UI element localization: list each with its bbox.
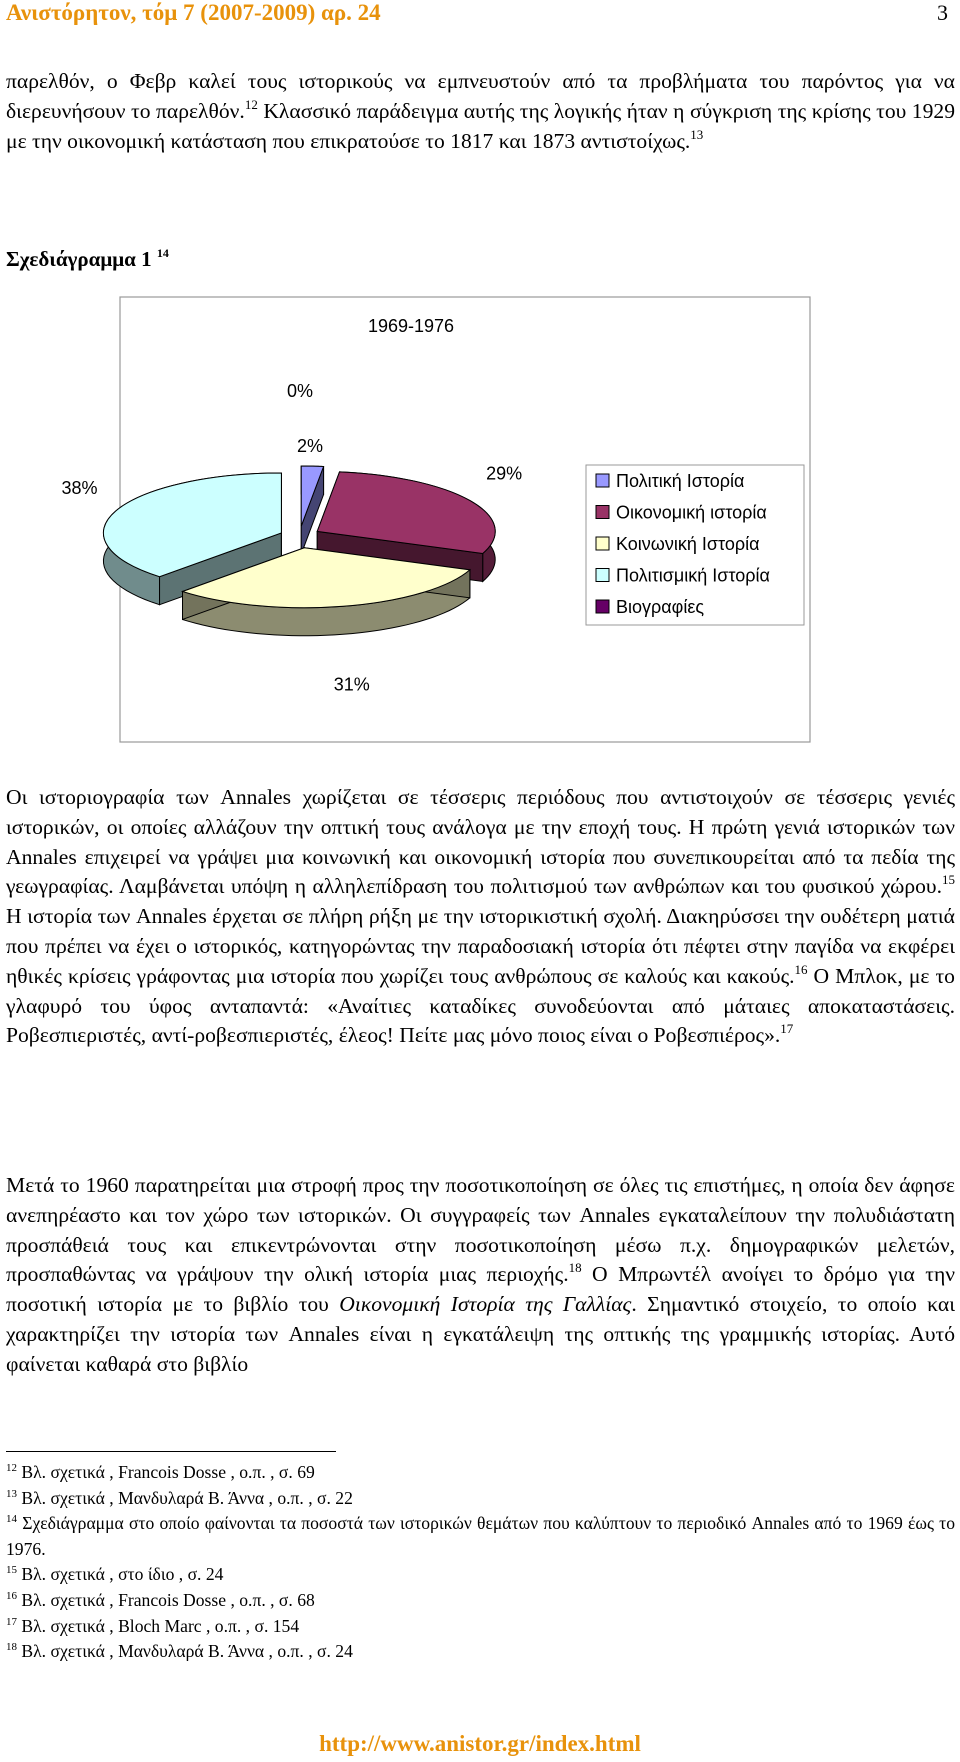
footnote-ref-13[interactable]: 13 bbox=[690, 126, 704, 142]
footnote-14 bbox=[6, 1511, 955, 1562]
footnote-ref-18[interactable]: 18 bbox=[568, 1260, 582, 1276]
pie-data-label-3: 38% bbox=[61, 478, 98, 499]
footnote-ref-15[interactable]: 15 bbox=[942, 872, 955, 888]
body-text-b: Η ιστορία των Annales έρχεται σε πλήρη ρήξη με την ιστορικιστική σχολή. Διακηρύσσει την ουδέτερη ματιά που πρέπει να έχει ο ιστορικός, κατηγορώντας την παραδοσιακή ιστορία ότι πέφτει στην παγίδα να εκφέρει ηθικές κρίσεις γράφοντας μια ιστορία που χωρίζει τους ανθρώπους σε καλούς και κακούς. bbox=[6, 904, 955, 988]
footnote-text: Βλ. σχετικά , Francois Dosse , ο.π. , σ. 69 bbox=[17, 1462, 315, 1482]
legend-swatch-4 bbox=[596, 600, 609, 613]
footnote-number: 17 bbox=[6, 1615, 17, 1628]
footnote-17 bbox=[6, 1614, 955, 1640]
footnotes bbox=[6, 1460, 955, 1665]
legend-label-1: Οικονομική ιστορία bbox=[616, 502, 767, 523]
footnote-text: Βλ. σχετικά , στο ίδιο , σ. 24 bbox=[17, 1564, 224, 1585]
body-text-f: . Σημαντικό στοιχείο, το οποίο και χαρακτηρίζει την ιστορία των Annales είναι η εγκατάλειψη της οπτικής της γραμμικής ιστορίας. Αυτό φαίνεται καθαρά στο βιβλίο bbox=[6, 1292, 955, 1376]
footer-url bbox=[0, 1731, 960, 1757]
footnote-ref-17[interactable]: 17 bbox=[780, 1021, 794, 1037]
legend-label-0: Πολιτική Ιστορία bbox=[616, 471, 745, 491]
footnote-number: 14 bbox=[6, 1513, 17, 1526]
page-number: 3 bbox=[937, 0, 948, 25]
footnote-12 bbox=[6, 1460, 955, 1486]
footnote-separator bbox=[6, 1451, 336, 1452]
body-paragraph-2 bbox=[6, 1171, 955, 1380]
intro-text-2: Κλασσικό παράδειγμα αυτής της λογικής ήταν η σύγκριση της κρίσης του 1929 με την οικονομική κατάσταση που επικρατούσε το 1817 και 1873 αντιστοίχως. bbox=[6, 98, 955, 153]
legend-label-2: Κοινωνική Ιστορία bbox=[616, 534, 760, 554]
footnote-13 bbox=[6, 1486, 955, 1512]
footnote-15 bbox=[6, 1562, 955, 1588]
body-text-a: Οι ιστοριογραφία των Annales χωρίζεται σε τέσσερις περιόδους που αντιστοιχούν σε τέσσερις γενιές ιστορικών, οι οποίες αλλάζουν την οπτική τους ανάλογα με την εποχή τους. Η πρώτη γενιά ιστορικών των Annales επιχειρεί να γράψει μια κοινωνική και οικονομική ιστορία που συνεπικουρείται από τα πεδία της γεωγραφίας. Λαμβάνεται υπόψη η αλληλεπίδραση του πολιτισμού των ανθρώπων και του φυσικού χώρου. bbox=[6, 785, 955, 899]
body-text-e: Ο Μπρωντέλ ανοίγει το δρόμο για την ποσοτική ιστορία με το βιβλίο του bbox=[6, 1262, 955, 1317]
footnote-number: 12 bbox=[6, 1462, 17, 1474]
footnote-number: 15 bbox=[6, 1564, 17, 1577]
book-title: Οικονομική Ιστορία της Γαλλίας bbox=[339, 1292, 632, 1317]
legend-swatch-2 bbox=[596, 537, 609, 550]
legend-label-4: Βιογραφίες bbox=[616, 597, 705, 617]
footnote-text: Βλ. σχετικά , Bloch Marc , ο.π. , σ. 154 bbox=[17, 1615, 300, 1636]
footnote-16 bbox=[6, 1588, 955, 1614]
intro-text-1: παρελθόν, ο Φεβρ καλεί τους ιστορικούς να εμπνευστούν από τα προβλήματα του παρόντος για να διερευνήσουν το παρελθόν. bbox=[6, 69, 955, 123]
legend-swatch-0 bbox=[596, 474, 609, 487]
journal-header-title: Ανιστόρητον, τόμ 7 (2007-2009) αρ. 24 bbox=[6, 0, 381, 25]
site-link[interactable]: http://www.anistor.gr/index.html bbox=[319, 1731, 641, 1756]
pie-data-label-0: 2% bbox=[296, 436, 324, 456]
footnote-ref-12[interactable]: 12 bbox=[244, 96, 258, 112]
footnote-number: 18 bbox=[6, 1641, 17, 1654]
pie-data-label-4: 0% bbox=[286, 381, 314, 401]
chart-title: 1969-1976 bbox=[367, 316, 455, 336]
legend-swatch-1 bbox=[596, 506, 609, 519]
legend-label-3: Πολιτισμική Ιστορία bbox=[616, 565, 770, 586]
pie-data-label-1: 29% bbox=[486, 463, 523, 484]
pie-data-label-2: 31% bbox=[333, 674, 370, 695]
footnote-text: Βλ. σχετικά , Μανδυλαρά Β. Άννα , ο.π. , σ. 24 bbox=[17, 1641, 353, 1662]
legend-swatch-3 bbox=[596, 569, 609, 582]
footnote-ref-16[interactable]: 16 bbox=[794, 961, 808, 977]
body-text-c: Ο Μπλοκ, με το γλαφυρό του ύφος ανταπαντά: «Αναίτιες καταδίκες συνοδεύονται από μάταιες αποκαταστάσεις. Ροβεσπιεριστές, αντί-ροβεσπιεριστές, έλεος! Πείτε μας μόνο ποιος είναι ο Ροβεσπιέρος». bbox=[6, 963, 955, 1048]
body-text-d: Μετά το 1960 παρατηρείται μια στροφή προς την ποσοτικοποίηση σε όλες τις επιστήμες, η οποία δεν άφησε ανεπηρέαστο και τον χώρο των ιστορικών. Οι συγγραφείς των Annales εγκαταλείπουν την πολυδιάστατη προσπάθειά τους και επικεντρώνονται στην ποσοτικοποίηση μέσω π.χ. δημογραφικών μελετών, προσπαθώντας να γράψουν την ολική ιστορία μιας περιοχής. bbox=[6, 1173, 955, 1287]
footnote-text: Βλ. σχετικά , Μανδυλαρά Β. Άννα , ο.π. , σ. 22 bbox=[17, 1487, 353, 1508]
body-paragraph-1 bbox=[6, 783, 955, 1051]
footnote-18 bbox=[6, 1639, 955, 1665]
footnote-text: Βλ. σχετικά , Francois Dosse , ο.π. , σ. 68 bbox=[17, 1589, 315, 1610]
pie-chart bbox=[0, 0, 960, 760]
footnote-ref-14[interactable]: 14 bbox=[156, 246, 169, 260]
footnote-text: Σχεδιάγραμμα στο οποίο φαίνονται τα ποσοστά των ιστορικών θεμάτων που καλύπτουν το περιοδικό Annales από το 1969 έως το 1976. bbox=[6, 1513, 955, 1559]
footnote-number: 16 bbox=[6, 1589, 17, 1602]
footnote-number: 13 bbox=[6, 1487, 17, 1500]
figure-label: Σχεδιάγραμμα 1 bbox=[6, 247, 152, 271]
